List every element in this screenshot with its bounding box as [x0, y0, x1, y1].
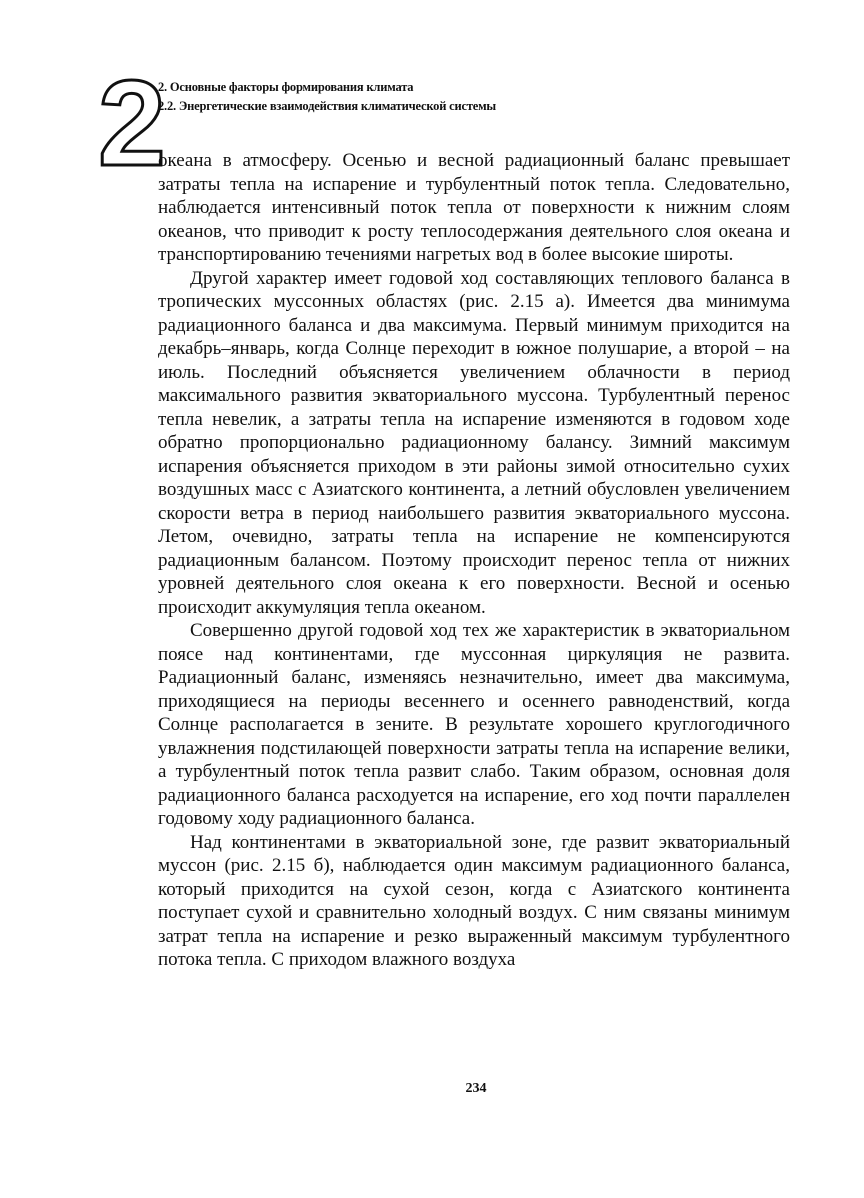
paragraph: Совершенно другой годовой ход тех же характеристик в экваториальном поясе над континентами, где муссонная циркуляция не развита. Радиационный баланс, изменяясь незначительно, имеет два максимума, приходящиеся на периоды весеннего и осеннего равноденствий, когда Солнце располагается в зените. В результате хорошего круглогодичного увлажнения подстилающей поверхности затраты тепла на испарение велики, а турбулентный поток тепла развит слабо. Таким образом, основная доля радиационного баланса расходуется на испарение, его ход почти параллелен годовому ходу радиационного баланса.: [158, 620, 790, 829]
page-number: 234: [465, 1081, 487, 1096]
body-text: [158, 149, 790, 972]
paragraph: океана в атмосферу. Осенью и весной радиационный баланс превышает затраты тепла на испарение и турбулентный поток тепла. Следовательно, наблюдается интенсивный поток тепла от поверхности к нижним слоям океанов, что приводит к росту теплосодержания деятельного слоя океана и транспортированию течениями нагретых вод в более высокие широты.: [158, 150, 790, 265]
paragraph: Другой характер имеет годовой ход составляющих теплового баланса в тропических муссонных областях (рис. 2.15 а). Имеется два минимума радиационного баланса и два максимума. Первый минимум приходится на декабрь–январь, когда Солнце переходит в южное полушарие, а второй – на июль. Последний объясняется увеличением облачности в период максимального развития экваториального муссона. Турбулентный перенос тепла невелик, а затраты тепла на испарение изменяются в годовом ходе обратно пропорционально радиационному балансу. Зимний максимум испарения объясняется приходом в эти районы зимой относительно сухих воздушных масс с Азиатского континента, а летний обусловлен увеличением скорости ветра в период наибольшего развития экваториального муссона. Летом, очевидно, затраты тепла на испарение не компенсируются радиационным балансом. Поэтому происходит перенос тепла от нижних уровней деятельного слоя океана к его поверхности. Весной и осенью происходит аккумуляция тепла океаном.: [158, 267, 790, 618]
chapter-number: 2: [98, 55, 166, 191]
section-title: 2.2. Энергетические взаимодействия климатической системы: [158, 99, 496, 113]
running-header: [158, 78, 496, 116]
paragraph: Над континентами в экваториальной зоне, где развит экваториальный муссон (рис. 2.15 б), наблюдается один максимум радиационного баланса, который приходится на сухой сезон, когда с Азиатского континента поступает сухой и сравнительно холодный воздух. С ним связаны минимум затрат тепла на испарение и резко выраженный максимум турбулентного потока тепла. С приходом влажного воздуха: [158, 831, 790, 970]
chapter-title: 2. Основные факторы формирования климата: [158, 80, 414, 94]
